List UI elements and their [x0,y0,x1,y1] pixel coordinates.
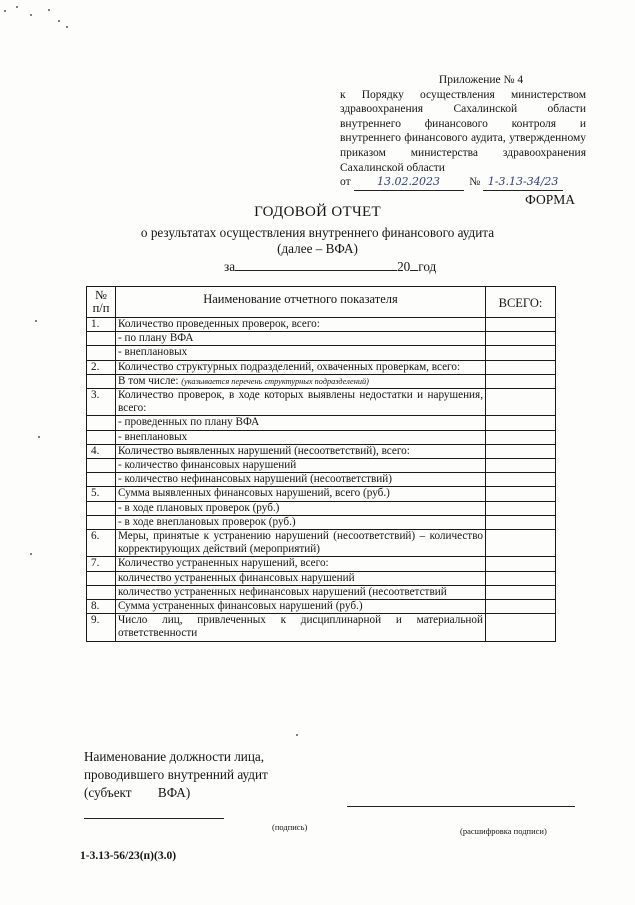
table-row [87,459,556,473]
row-total-cell [486,614,556,641]
row-number [87,473,116,487]
row-total-cell [486,360,556,374]
row-total-cell [486,332,556,346]
row-indicator-text: - количество нефинансовых нарушений (несоответствий) [118,473,392,486]
row-indicator [116,374,486,388]
row-indicator [116,487,486,501]
row-total-cell [486,374,556,388]
row-indicator [116,430,486,444]
period-year-prefix: 20 [397,259,411,274]
subtitle-line2: (далее – ВФА) [277,241,358,256]
row-number: 3. [87,389,116,416]
handwritten-number: 1-3.13-34/23 [483,175,563,191]
table-row [87,389,556,416]
row-total-cell [486,318,556,332]
row-number [87,416,116,430]
row-indicator-text: Количество проведенных проверок, всего: [118,318,320,330]
row-number [87,430,116,444]
col-name-header: Наименование отчетного показателя [116,287,486,318]
row-indicator-text: Количество устраненных нарушений, всего: [118,557,329,570]
appendix-title: Приложение № 4 [438,74,524,86]
row-number: 1. [87,318,116,332]
row-total-cell [486,473,556,487]
row-indicator [116,389,486,416]
row-indicator [116,515,486,529]
row-total-cell [486,571,556,585]
handwritten-date: 13.02.2023 [354,175,464,191]
position-line-underline [84,818,224,819]
row-number [87,515,116,529]
row-note: (указывается перечень структурных подразделений) [181,376,369,386]
signature-caption: (подпись) [272,822,308,832]
report-period [224,258,436,275]
row-indicator-text: - количество финансовых нарушений [118,459,297,472]
row-number [87,501,116,515]
row-number: 9. [87,614,116,641]
position-line1: Наименование должности лица, [84,749,265,764]
row-indicator [116,444,486,458]
row-number: 8. [87,600,116,614]
table-row [87,571,556,585]
row-indicator-text: Количество структурных подразделений, охваченных проверкам, всего: [118,360,461,373]
decoding-caption: (расшифровка подписи) [460,826,547,836]
document-number: 1-3.13-56/23(п)(3.0) [80,850,177,862]
row-indicator-text: Количество выявленных нарушений (несоответствий), всего: [118,444,410,457]
row-total-cell [486,444,556,458]
table-row [87,346,556,360]
row-number [87,346,116,360]
row-indicator-text: Сумма выявленных финансовых нарушений, всего (руб.) [118,487,390,500]
row-indicator-text: - по плану ВФА [118,332,194,345]
row-indicator [116,360,486,374]
table-row [87,585,556,599]
table-row [87,332,556,346]
row-total-cell [486,389,556,416]
appendix-block [340,73,586,191]
row-indicator [116,332,486,346]
row-total-cell [486,557,556,571]
row-total-cell [486,530,556,557]
table-row [87,473,556,487]
period-prefix: за [224,259,236,274]
table-row [87,614,556,641]
table-row [87,318,556,332]
row-indicator-text: Сумма устраненных финансовых нарушений (руб.) [118,600,363,613]
row-total-cell [486,459,556,473]
form-label: ФОРМА [525,192,575,207]
table-row [87,360,556,374]
table-row [87,557,556,571]
row-total-cell [486,600,556,614]
row-number [87,585,116,599]
row-indicator [116,557,486,571]
appendix-body: к Порядку осуществления министерством здравоохранения Сахалинской области внутреннего финансового контроля и внутреннего финансового аудита, утвержденному приказом министерства здравоохранения Сахалинской области [340,88,586,174]
table-row [87,444,556,458]
row-indicator [116,318,486,332]
row-indicator-text: - проведенных по плану ВФА [118,416,260,429]
row-indicator-text: количество устраненных нефинансовых нарушений (несоответствий [118,585,447,598]
row-number: 7. [87,557,116,571]
row-indicator [116,571,486,585]
row-indicator [116,585,486,599]
table-body [87,318,556,642]
appendix-dateline [340,175,586,191]
row-number: 6. [87,530,116,557]
row-indicator-text: - в ходе плановых проверок (руб.) [118,501,280,514]
row-number [87,571,116,585]
row-indicator [116,600,486,614]
col-total-header: ВСЕГО: [486,287,556,318]
col-num-header: № п/п [87,287,116,318]
table-row [87,501,556,515]
position-line2: проводившего внутренний аудит [84,767,268,782]
row-number: 4. [87,444,116,458]
row-indicator [116,501,486,515]
row-indicator [116,473,486,487]
row-number [87,459,116,473]
table-row [87,487,556,501]
row-indicator-text: Число лиц, привлеченных к дисциплинарной и материальной ответственности [118,614,483,640]
decoding-line-underline [347,806,575,807]
number-label: № [469,176,481,189]
period-suffix: год [418,259,437,274]
report-subtitle [0,225,635,257]
table-header [87,287,556,318]
row-number [87,332,116,346]
row-total-cell [486,585,556,599]
table-row [87,600,556,614]
row-indicator-text: количество устраненных финансовых нарушений [118,571,355,584]
row-indicator-text: Меры, принятые к устранению нарушений (несоответствий) – количество корректирующих действий (мероприятий) [118,530,483,556]
row-total-cell [486,501,556,515]
report-title: ГОДОВОЙ ОТЧЕТ [254,204,381,220]
row-total-cell [486,346,556,360]
row-indicator-text: - внеплановых [118,346,188,359]
table-row [87,416,556,430]
table-row [87,374,556,388]
row-indicator [116,346,486,360]
from-label: от [340,176,351,189]
row-total-cell [486,430,556,444]
row-indicator-text: В том числе: [118,374,179,387]
table-row [87,430,556,444]
row-indicator-text: - внеплановых [118,430,188,443]
report-table [86,286,556,642]
row-indicator-text: Количество проверок, в ходе которых выявлены недостатки и нарушения, всего: [118,389,483,415]
signature-block [84,748,268,802]
row-indicator-text: - в ходе внеплановых проверок (руб.) [118,515,296,528]
row-total-cell [486,416,556,430]
row-number: 5. [87,487,116,501]
row-total-cell [486,515,556,529]
row-indicator [116,459,486,473]
row-indicator [116,530,486,557]
period-blank [235,258,397,271]
table-row [87,530,556,557]
position-line3: (субъект ВФА) [84,785,191,800]
row-indicator [116,416,486,430]
row-indicator [116,614,486,641]
row-total-cell [486,487,556,501]
row-number [87,374,116,388]
row-number: 2. [87,360,116,374]
table-row [87,515,556,529]
subtitle-line1: о результатах осуществления внутреннего финансового аудита [140,225,495,240]
